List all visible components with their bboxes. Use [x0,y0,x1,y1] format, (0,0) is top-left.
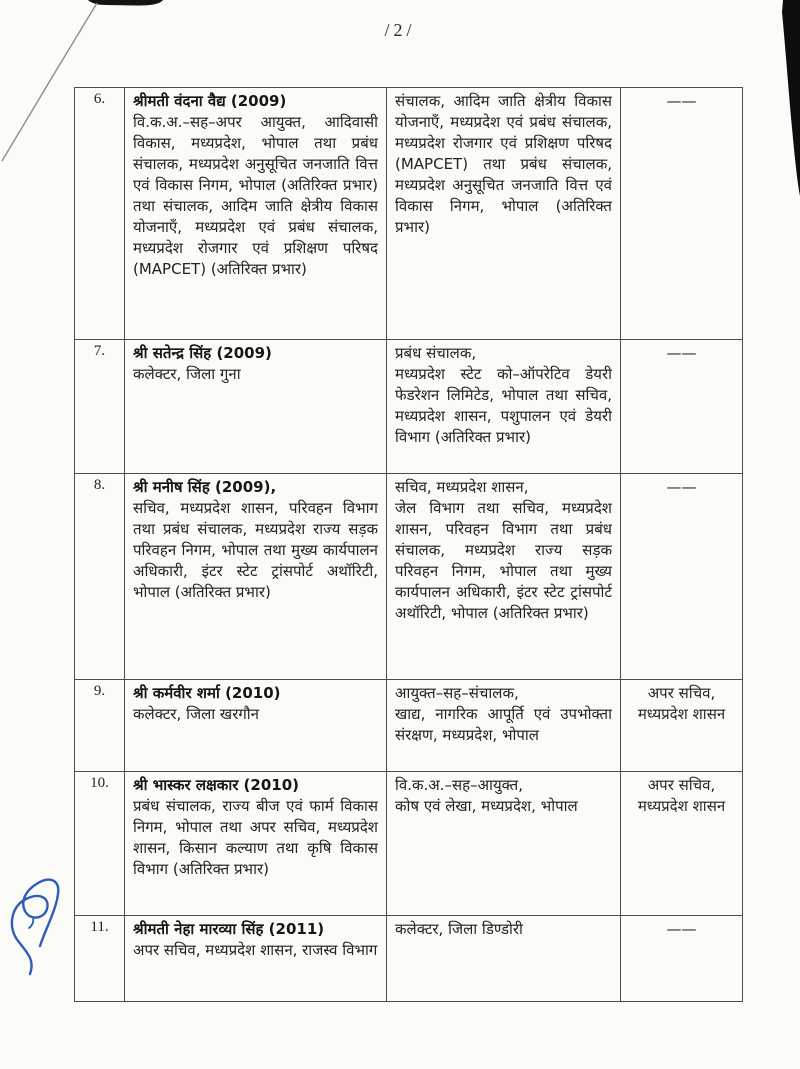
remark-text: —— [666,92,697,110]
serial-number: 9. [93,683,106,699]
new-post-first-line: प्रबंध संचालक, [395,344,477,362]
new-post-first-line: कलेक्टर, जिला डिण्डोरी [395,920,523,938]
officer-new-post: कोष एवं लेखा, मध्यप्रदेश, भोपाल [395,797,578,815]
remark-text: —— [666,478,697,496]
new-post-first-line: सचिव, मध्यप्रदेश शासन, [395,478,529,496]
serial-number: 11. [90,919,109,935]
remark-text: अपर सचिव, [647,776,716,794]
table-row [75,772,743,916]
officer-name: श्री मनीष सिंह (2009), [133,478,277,496]
table-row [75,88,743,340]
officer-current-post: कलेक्टर, जिला खरगौन [133,705,259,723]
remark-text: —— [666,344,697,362]
officer-name: श्रीमती नेहा मारव्या सिंह (2011) [133,920,325,938]
remark-text: अपर सचिव, [647,684,716,702]
serial-number: 6. [93,91,106,107]
officer-new-post: खाद्य, नागरिक आपूर्ति एवं उपभोक्ता संरक्षण, मध्यप्रदेश, भोपाल [395,705,612,744]
new-post-first-line: वि.क.अ.–सह–आयुक्त, [395,776,524,794]
remark-text: मध्यप्रदेश शासन [637,705,726,723]
officer-name: श्री कर्मवीर शर्मा (2010) [133,684,281,702]
new-post-first-line: आयुक्त–सह–संचालक, [395,684,519,702]
table-row [75,474,743,680]
officer-current-post: कलेक्टर, जिला गुना [133,365,241,383]
table-row [75,916,743,1002]
officer-name: श्री भास्कर लक्षकार (2010) [133,776,300,794]
scan-smudge-top-icon [88,0,163,6]
officer-current-post: अपर सचिव, मध्यप्रदेश शासन, राजस्व विभाग [133,941,378,959]
remark-text: मध्यप्रदेश शासन [637,797,726,815]
signature-scribble-icon [12,880,58,974]
officer-name: श्रीमती वंदना वैद्य (2009) [133,92,287,110]
serial-number: 8. [93,477,106,493]
officer-current-post: वि.क.अ.–सह–अपर आयुक्त, आदिवासी विकास, मध्यप्रदेश, भोपाल तथा प्रबंध संचालक, मध्यप्रदेश अनुसूचित जनजाति वित्त एवं विकास निगम, भोपाल (अतिरिक्त प्रभार) तथा संचालक, आदिम जाति क्षेत्रीय विकास योजनाएँ, मध्यप्रदेश एवं प्रबंध संचालक, मध्यप्रदेश रोजगार एवं प्रशिक्षण परिषद (MAPCET) (अतिरिक्त प्रभार) [133,113,378,278]
officer-current-post: सचिव, मध्यप्रदेश शासन, परिवहन विभाग तथा प्रबंध संचालक, मध्यप्रदेश राज्य सड़क परिवहन निगम, भोपाल तथा मुख्य कार्यपालन अधिकारी, इंटर स्टेट ट्रांसपोर्ट अथॉरिटी, भोपाल (अतिरिक्त प्रभार) [133,499,378,601]
officer-posting-table [74,87,743,1002]
table-row [75,680,743,772]
officer-current-post: प्रबंध संचालक, राज्य बीज एवं फार्म विकास निगम, भोपाल तथा अपर सचिव, मध्यप्रदेश शासन, किसान कल्याण तथा कृषि विकास विभाग (अतिरिक्त प्रभार) [133,797,378,878]
serial-number: 7. [93,343,106,359]
officer-new-post: मध्यप्रदेश स्टेट को–ऑपरेटिव डेयरी फेडरेशन लिमिटेड, भोपाल तथा सचिव, मध्यप्रदेश शासन, पशुपालन एवं डेयरी विभाग (अतिरिक्त प्रभार) [395,365,612,446]
remark-text: —— [666,920,697,938]
table-row [75,340,743,474]
page-number: /2/ [384,20,416,40]
officer-new-post: संचालक, आदिम जाति क्षेत्रीय विकास योजनाएँ, मध्यप्रदेश एवं प्रबंध संचालक, मध्यप्रदेश रोजगार एवं प्रशिक्षण परिषद (MAPCET) तथा प्रबंध संचालक, मध्यप्रदेश अनुसूचित जनजाति वित्त एवं विकास निगम, भोपाल (अतिरिक्त प्रभार) [395,92,612,236]
serial-number: 10. [90,775,109,791]
officer-name: श्री सतेन्द्र सिंह (2009) [133,344,272,362]
officer-new-post: जेल विभाग तथा सचिव, मध्यप्रदेश शासन, परिवहन विभाग तथा प्रबंध संचालक, मध्यप्रदेश राज्य सड़क परिवहन निगम, भोपाल तथा मुख्य कार्यपालन अधिकारी, इंटर स्टेट ट्रांसपोर्ट अथॉरिटी, भोपाल (अतिरिक्त प्रभार) [395,499,612,622]
